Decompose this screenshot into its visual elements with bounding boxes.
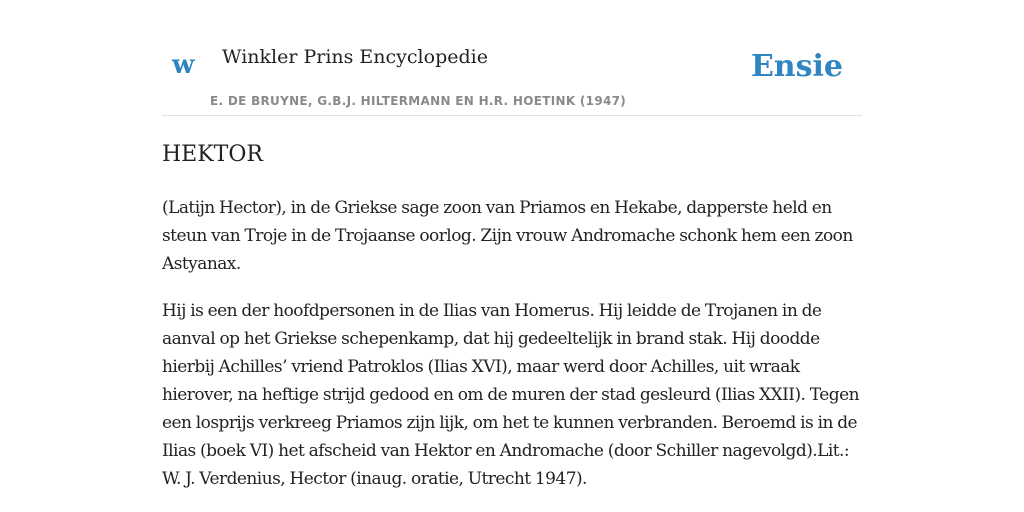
ensie-brand-link[interactable]: Ensie	[750, 49, 843, 84]
site-logo-icon[interactable]: w	[172, 50, 195, 80]
header	[162, 0, 862, 116]
article-title: HEKTOR	[162, 142, 263, 167]
article-paragraph: (Latijn Hector), in de Griekse sage zoon van Priamos en Hekabe, dapperste held en steun van Troje in de Trojaanse oorlog. Zijn vrouw Andromache schonk hem een zoon Astyanax.	[162, 198, 853, 274]
article-paragraph: Hij is een der hoofdpersonen in de Ilias van Homerus. Hij leidde de Trojanen in de aanval op het Griekse schepenkamp, dat hij gedeeltelijk in brand stak. Hij doodde hierbij Achilles’ vriend Patroklos (Ilias XVI), maar werd door Achilles, uit wraak hierover, na heftige strijd gedood en om de muren der stad gesleurd (Ilias XXII). Tegen een losprijs verkreeg Priamos zijn lijk, om het te kunnen verbranden. Beroemd is in de Ilias (boek VI) het afscheid van Hektor en Andromache (door Schiller nagevolgd).Lit.: W. J. Verdenius, Hector (inaug. oratie, Utrecht 1947).	[162, 301, 859, 489]
authors-byline: E. DE BRUYNE, G.B.J. HILTERMANN EN H.R. HOETINK (1947)	[210, 94, 627, 108]
site-title-link[interactable]: Winkler Prins Encyclopedie	[222, 46, 488, 68]
article	[162, 138, 862, 512]
